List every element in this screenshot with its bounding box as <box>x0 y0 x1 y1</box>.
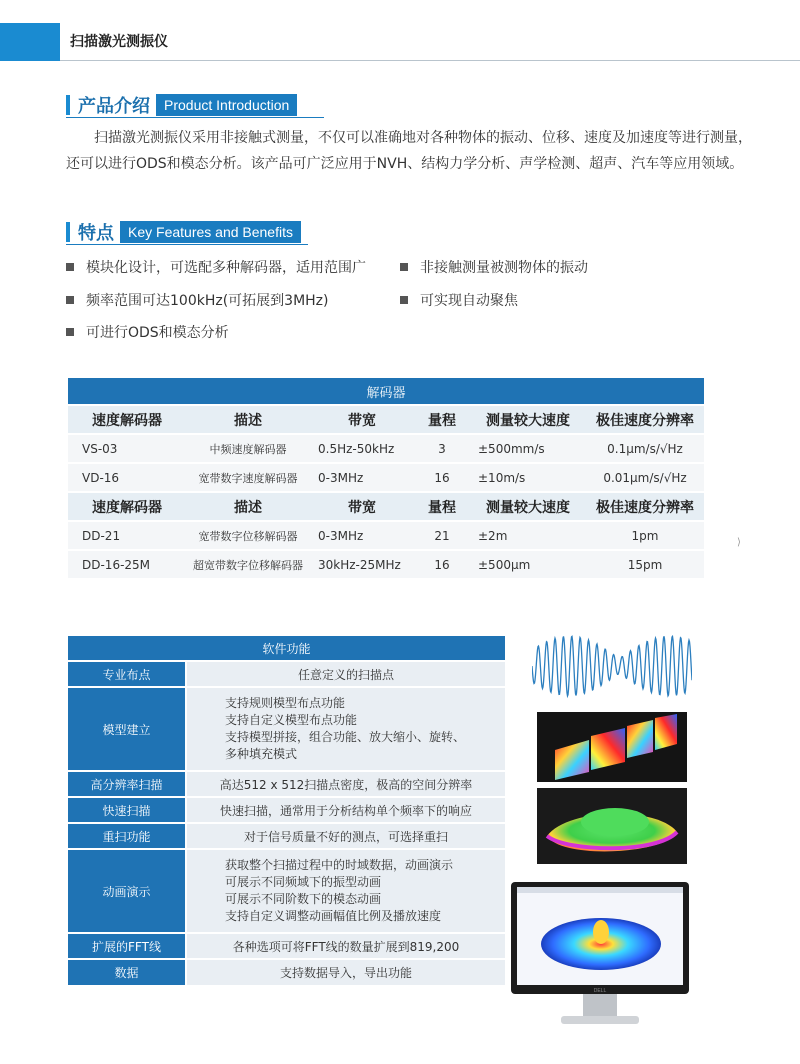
table-cell: 超宽带数字位移解码器 <box>186 550 310 578</box>
feature-label: 快速扫描 <box>68 797 186 823</box>
table-cell: 21 <box>414 521 470 550</box>
bullet-square-icon <box>400 296 408 304</box>
features-section-heading <box>66 219 308 245</box>
table-cell: ±10m/s <box>470 463 586 492</box>
bullet-square-icon <box>400 263 408 271</box>
table-cell: 0.5Hz-50kHz <box>310 434 414 463</box>
feature-desc: 支持规则模型布点功能 支持自定义模型布点功能 支持模型拼接，组合功能、放大缩小、旋转、 多种填充模式 <box>186 687 505 771</box>
feature-item: 可实现自动聚焦 <box>400 290 518 310</box>
table-row <box>68 434 704 463</box>
table-cell: 0-3MHz <box>310 521 414 550</box>
feature-desc: 获取整个扫描过程中的时域数据，动画演示 可展示不同频域下的振型动画 可展示不同阶数下的模态动画 支持自定义调整动画幅值比例及播放速度 <box>186 849 505 933</box>
column-header: 速度解码器 <box>68 492 186 521</box>
table-cell: 0.1μm/s/√Hz <box>586 434 704 463</box>
table-cell: 0.01μm/s/√Hz <box>586 463 704 492</box>
table-cell: 宽带数字速度解码器 <box>186 463 310 492</box>
feature-item: 可进行ODS和模态分析 <box>66 322 229 342</box>
intro-section-heading <box>66 92 324 118</box>
bullet-square-icon <box>66 296 74 304</box>
table-cell: 中频速度解码器 <box>186 434 310 463</box>
feature-label: 专业布点 <box>68 661 186 687</box>
decoder-table-caption: 解码器 <box>68 378 704 405</box>
column-header: 量程 <box>414 405 470 434</box>
table-row <box>68 521 704 550</box>
feature-label: 高分辨率扫描 <box>68 771 186 797</box>
table-cell: ±500mm/s <box>470 434 586 463</box>
intro-title-cn: 产品介绍 <box>78 96 150 117</box>
column-header: 量程 <box>414 492 470 521</box>
monitor-brand-label: DELL <box>593 988 607 994</box>
feature-desc: 各种选项可将FFT线的数量扩展到819,200 <box>186 933 505 959</box>
table-cell: 16 <box>414 550 470 578</box>
column-header: 描述 <box>186 492 310 521</box>
table-row <box>68 849 505 933</box>
column-header: 极佳速度分辨率 <box>586 405 704 434</box>
mode-shape-surface-image <box>537 788 687 864</box>
software-table-caption: 软件功能 <box>68 636 505 661</box>
table-row <box>68 933 505 959</box>
intro-title-en: Product Introduction <box>156 94 297 116</box>
page-header <box>0 23 800 61</box>
heading-bar <box>66 95 70 115</box>
table-cell: ±2m <box>470 521 586 550</box>
table-row <box>68 959 505 985</box>
column-header: 测量较大速度 <box>470 492 586 521</box>
decoder-header-row <box>68 492 704 521</box>
bullet-square-icon <box>66 263 74 271</box>
column-header: 测量较大速度 <box>470 405 586 434</box>
feature-desc: 高达512 x 512扫描点密度，极高的空间分辨率 <box>186 771 505 797</box>
page-title: 扫描激光测振仪 <box>70 34 168 50</box>
page-edge-mark: ⟩ <box>737 537 741 548</box>
monitor-software-image <box>511 882 689 1026</box>
header-accent-block <box>0 23 60 61</box>
header-divider <box>60 60 800 61</box>
heading-bar <box>66 222 70 242</box>
feature-item: 非接触测量被测物体的振动 <box>400 257 588 277</box>
bullet-square-icon <box>66 328 74 336</box>
feature-desc: 对于信号质量不好的测点，可选择重扫 <box>186 823 505 849</box>
vibration-waveform-image <box>532 630 692 702</box>
feature-desc: 任意定义的扫描点 <box>186 661 505 687</box>
software-table <box>68 636 505 985</box>
intro-paragraph: 扫描激光测振仪采用非接触式测量，不仅可以准确地对各种物体的振动、位移、速度及加速度等进行测量，还可以进行ODS和模态分析。该产品可广泛应用于NVH、结构力学分析、声学检测、超声、汽车等应用领域。 <box>66 130 752 172</box>
feature-desc: 支持数据导入，导出功能 <box>186 959 505 985</box>
table-cell: DD-21 <box>68 521 186 550</box>
table-cell: 宽带数字位移解码器 <box>186 521 310 550</box>
feature-label: 数据 <box>68 959 186 985</box>
table-row <box>68 550 704 578</box>
column-header: 极佳速度分辨率 <box>586 492 704 521</box>
feature-label: 重扫功能 <box>68 823 186 849</box>
table-cell: ±500μm <box>470 550 586 578</box>
column-header: 带宽 <box>310 405 414 434</box>
table-cell: 15pm <box>586 550 704 578</box>
feature-label: 扩展的FFT线 <box>68 933 186 959</box>
features-title-cn: 特点 <box>78 223 114 244</box>
table-cell: 30kHz-25MHz <box>310 550 414 578</box>
mode-shape-strip-image <box>537 712 687 782</box>
feature-label: 动画演示 <box>68 849 186 933</box>
table-row <box>68 661 505 687</box>
table-cell: 1pm <box>586 521 704 550</box>
table-cell: 0-3MHz <box>310 463 414 492</box>
table-cell: VS-03 <box>68 434 186 463</box>
features-title-en: Key Features and Benefits <box>120 221 301 243</box>
table-cell: VD-16 <box>68 463 186 492</box>
table-row <box>68 463 704 492</box>
column-header: 描述 <box>186 405 310 434</box>
column-header: 带宽 <box>310 492 414 521</box>
decoder-table <box>68 378 704 578</box>
table-cell: 16 <box>414 463 470 492</box>
column-header: 速度解码器 <box>68 405 186 434</box>
table-cell: DD-16-25M <box>68 550 186 578</box>
table-row <box>68 687 505 771</box>
table-row <box>68 797 505 823</box>
decoder-header-row <box>68 405 704 434</box>
feature-item: 频率范围可达100kHz(可拓展到3MHz) <box>66 290 329 310</box>
table-row <box>68 823 505 849</box>
feature-label: 模型建立 <box>68 687 186 771</box>
feature-item: 模块化设计，可选配多种解码器，适用范围广 <box>66 257 366 277</box>
feature-desc: 快速扫描，通常用于分析结构单个频率下的响应 <box>186 797 505 823</box>
table-row <box>68 771 505 797</box>
table-cell: 3 <box>414 434 470 463</box>
